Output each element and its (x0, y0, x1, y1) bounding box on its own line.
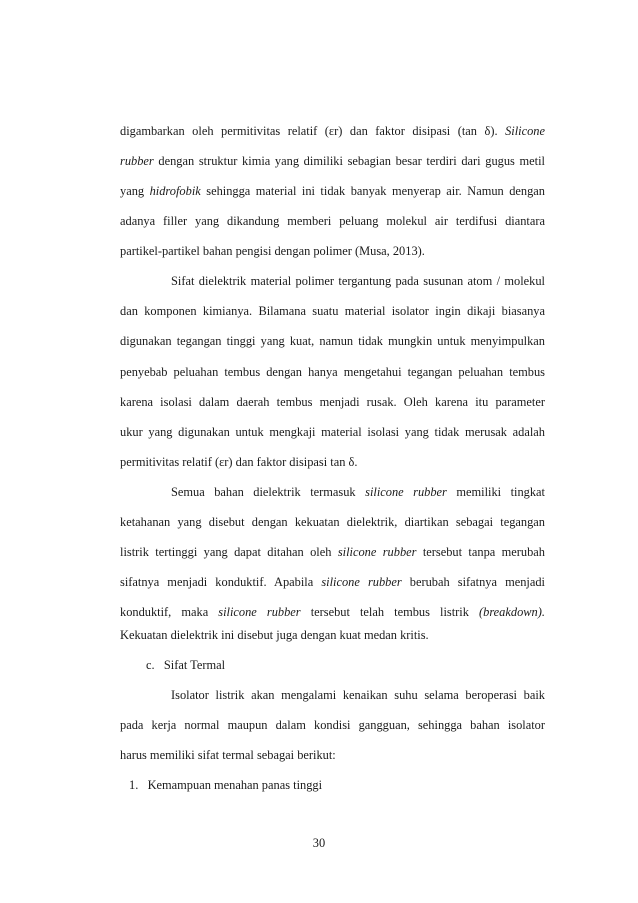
page-number: 30 (312, 836, 326, 850)
p1-line-1: digambarkan oleh permitivitas relatif (εr) dan faktor disipasi (tan δ). Silicone (120, 124, 545, 138)
p3-line-1: Semua bahan dielektrik termasuk silicone rubber memiliki tingkat (171, 485, 545, 499)
p1-line-4: adanya filler yang dikandung memberi peluang molekul air terdifusi diantara (120, 214, 545, 228)
p4-line-1: Isolator listrik akan mengalami kenaikan suhu selama beroperasi baik (171, 688, 545, 702)
p4-line-3: harus memiliki sifat termal sebagai berikut: (120, 748, 336, 762)
p2-line-6: ukur yang digunakan untuk mengkaji material isolasi yang tidak merusak adalah (120, 425, 545, 439)
p2-line-5: karena isolasi dalam daerah tembus menjadi rusak. Oleh karena itu parameter (120, 395, 545, 409)
p1-line-5: partikel-partikel bahan pengisi dengan polimer (Musa, 2013). (120, 244, 425, 258)
p2-line-3: digunakan tegangan tinggi yang kuat, namun tidak mungkin untuk menyimpulkan (120, 334, 545, 348)
p4-line-2: pada kerja normal maupun dalam kondisi gangguan, sehingga bahan isolator (120, 718, 545, 732)
p3-line-5: konduktif, maka silicone rubber tersebut telah tembus listrik (breakdown). (120, 605, 545, 619)
subheading-sifat-termal: c. Sifat Termal (146, 658, 226, 672)
p2-line-2: dan komponen kimianya. Bilamana suatu material isolator ingin dikaji biasanya (120, 304, 545, 318)
p1-line-3: yang hidrofobik sehingga material ini tidak banyak menyerap air. Namun dengan (120, 184, 546, 198)
p2-line-4: penyebab peluahan tembus dengan hanya mengetahui tegangan peluahan tembus (120, 365, 545, 379)
p3-line-6: Kekuatan dielektrik ini disebut juga dengan kuat medan kritis. (120, 628, 429, 642)
p1-line-2: rubber dengan struktur kimia yang dimiliki sebagian besar terdiri dari gugus metil (120, 154, 545, 168)
p2-line-7: permitivitas relatif (εr) dan faktor disipasi tan δ. (120, 455, 358, 469)
list-item-1: 1. Kemampuan menahan panas tinggi (129, 778, 323, 792)
p3-line-2: ketahanan yang disebut dengan kekuatan dielektrik, diartikan sebagai tegangan (120, 515, 545, 529)
p3-line-4: sifatnya menjadi konduktif. Apabila silicone rubber berubah sifatnya menjadi (120, 575, 545, 589)
p3-line-3: listrik tertinggi yang dapat ditahan oleh silicone rubber tersebut tanpa merubah (120, 545, 545, 559)
p2-line-1: Sifat dielektrik material polimer tergantung pada susunan atom / molekul (171, 274, 545, 288)
